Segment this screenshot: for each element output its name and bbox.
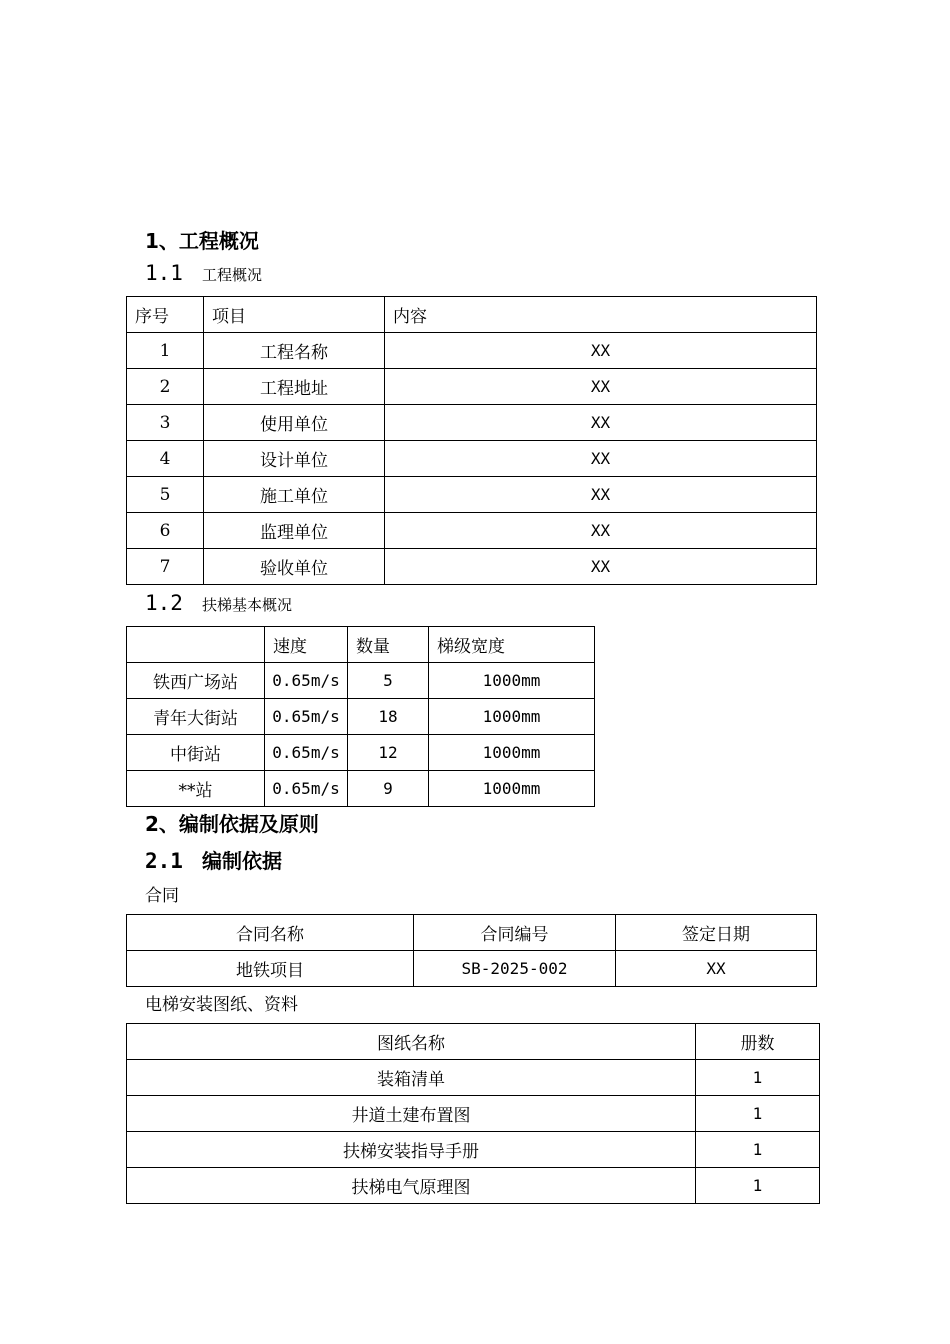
header-cell [127,627,265,663]
table-cell: 1000mm [429,699,595,735]
table-row [127,549,817,585]
header-cell: 内容 [385,297,817,333]
table-row [127,663,595,699]
table-cell: 扶梯安装指导手册 [127,1132,696,1168]
table-cell: 验收单位 [204,549,385,585]
table-cell: 铁西广场站 [127,663,265,699]
contract-label: 合同 [145,886,179,906]
table-row [127,735,595,771]
header-cell: 图纸名称 [127,1024,696,1060]
table-cell: 青年大街站 [127,699,265,735]
table-row [127,1096,820,1132]
table-cell: XX [385,513,817,549]
subsection-2-1-heading [145,845,282,874]
table-cell: XX [385,333,817,369]
header-cell: 速度 [265,627,348,663]
table-cell: 7 [127,549,204,585]
header-cell: 合同名称 [127,915,414,951]
subsection-number: 1.2 [145,591,183,615]
table-row [127,1168,820,1204]
header-cell: 数量 [348,627,429,663]
table-cell: 1 [127,333,204,369]
header-cell: 签定日期 [616,915,817,951]
table-cell: 工程名称 [204,333,385,369]
escalator-overview-table [126,626,595,807]
subsection-title: 编制依据 [202,849,283,873]
table-cell: 1 [696,1060,820,1096]
section-2-heading: 2、编制依据及原则 [145,812,319,836]
section-1-heading: 1、工程概况 [145,229,259,253]
table-cell: 中街站 [127,735,265,771]
subsection-1-1-heading [145,261,262,285]
table-row [127,1060,820,1096]
table-cell: 0.65m/s [265,771,348,807]
header-cell: 项目 [204,297,385,333]
table-cell: 扶梯电气原理图 [127,1168,696,1204]
table-cell: 0.65m/s [265,735,348,771]
table-row [127,333,817,369]
table-cell: 施工单位 [204,477,385,513]
table-cell: 6 [127,513,204,549]
table-cell: 1 [696,1132,820,1168]
subsection-number: 2.1 [145,849,183,873]
header-cell: 册数 [696,1024,820,1060]
table-cell: 2 [127,369,204,405]
table-cell: 1000mm [429,663,595,699]
table-row [127,951,817,987]
table-cell: 地铁项目 [127,951,414,987]
table-cell: 0.65m/s [265,699,348,735]
table-cell: SB-2025-002 [414,951,616,987]
table-cell: 1000mm [429,735,595,771]
subsection-title: 工程概况 [202,266,263,284]
table-cell: 0.65m/s [265,663,348,699]
table-cell: XX [385,405,817,441]
table-cell: 设计单位 [204,441,385,477]
table-row [127,405,817,441]
project-overview-table [126,296,817,585]
table-row [127,513,817,549]
table-cell: XX [385,477,817,513]
table-cell: 1000mm [429,771,595,807]
table-cell: 5 [348,663,429,699]
drawings-label: 电梯安装图纸、资料 [145,995,298,1015]
table-row [127,441,817,477]
subsection-number: 1.1 [145,261,183,285]
table-cell: 3 [127,405,204,441]
subsection-1-2-heading [145,591,292,615]
table-cell: 装箱清单 [127,1060,696,1096]
table-header-row [127,297,817,333]
table-row [127,369,817,405]
table-row [127,771,595,807]
table-cell: XX [385,441,817,477]
drawings-table [126,1023,820,1204]
table-cell: XX [385,549,817,585]
table-row [127,477,817,513]
header-cell: 合同编号 [414,915,616,951]
table-cell: 12 [348,735,429,771]
table-cell: 9 [348,771,429,807]
table-header-row [127,627,595,663]
table-cell: 5 [127,477,204,513]
table-cell: XX [616,951,817,987]
table-cell: 工程地址 [204,369,385,405]
table-cell: 4 [127,441,204,477]
table-cell: 使用单位 [204,405,385,441]
table-cell: 监理单位 [204,513,385,549]
table-cell: 井道土建布置图 [127,1096,696,1132]
table-cell: 1 [696,1096,820,1132]
table-header-row [127,915,817,951]
subsection-title: 扶梯基本概况 [202,596,293,614]
table-header-row [127,1024,820,1060]
table-row [127,699,595,735]
contract-table [126,914,817,987]
table-cell: XX [385,369,817,405]
header-cell: 梯级宽度 [429,627,595,663]
table-row [127,1132,820,1168]
table-cell: 18 [348,699,429,735]
header-cell: 序号 [127,297,204,333]
table-cell: **站 [127,771,265,807]
table-cell: 1 [696,1168,820,1204]
